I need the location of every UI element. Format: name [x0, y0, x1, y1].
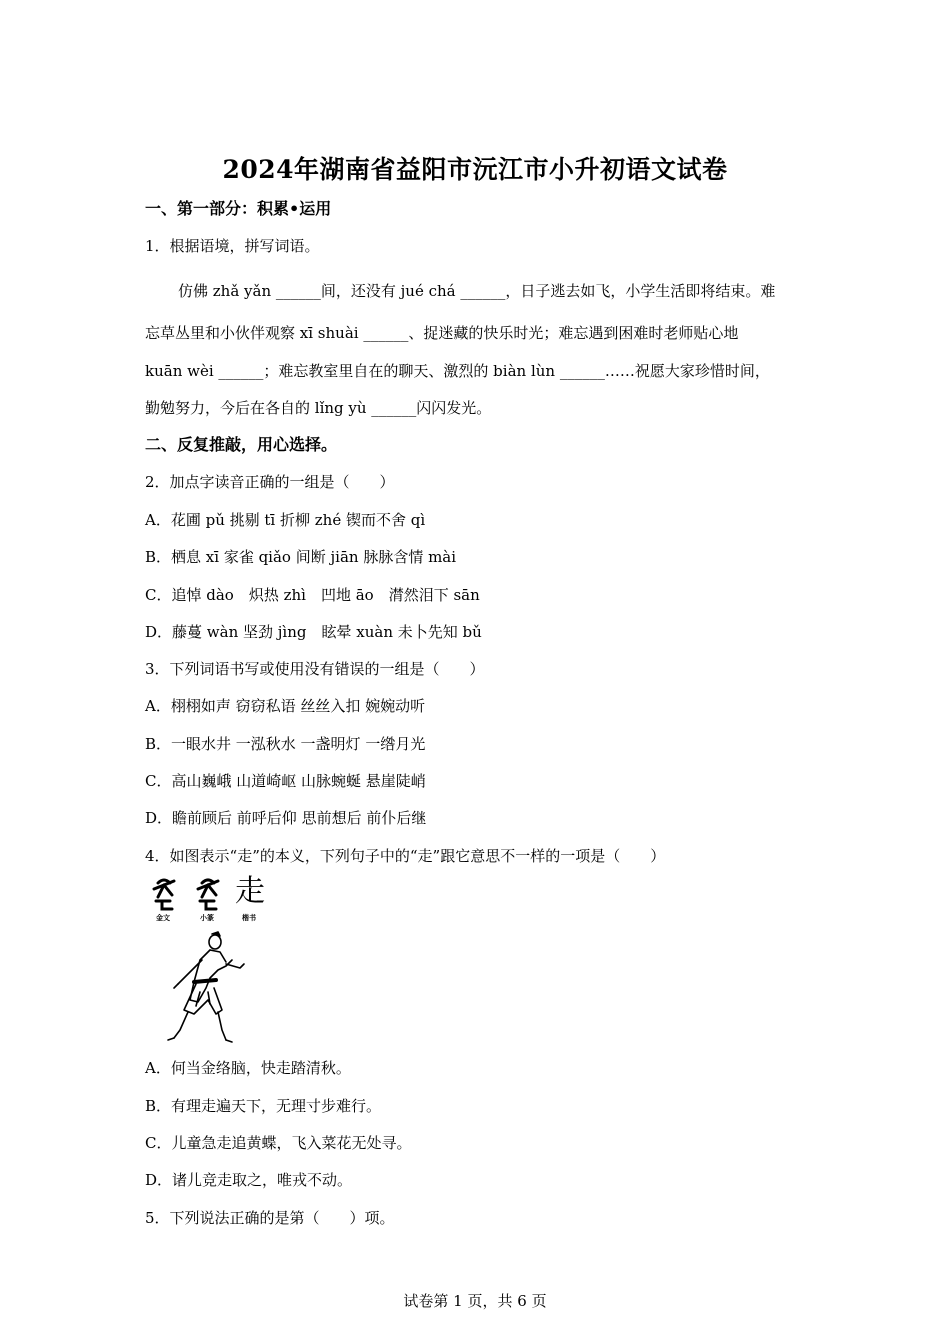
question-5-stem: 5．下列说法正确的是第（ ）项。: [145, 1209, 395, 1227]
question-3-option-a: A．栩栩如声 窃窃私语 丝丝入扣 婉婉动听: [145, 697, 426, 715]
question-2-option-d: D．藤蔓 wàn 坚劲 jìng 眩晕 xuàn 未卜先知 bǔ: [145, 623, 482, 641]
question-1-line-4: 勤勉努力，今后在各自的 lǐng yù ______闪闪发光。: [145, 399, 492, 417]
question-2-stem: 2．加点字读音正确的一组是（ ）: [145, 473, 395, 491]
question-4-option-c: C．儿童急走追黄蝶，飞入菜花无处寻。: [145, 1134, 412, 1152]
zou-character-figure: [150, 875, 280, 1050]
seal-script-glyph: [198, 880, 218, 909]
question-4-option-a: A．何当金络脑，快走踏清秋。: [145, 1059, 351, 1077]
walking-man-illustration: [160, 930, 250, 1050]
question-2-option-a: A．花圃 pǔ 挑剔 tī 折柳 zhé 锲而不舍 qì: [145, 511, 426, 529]
question-2-option-c: C．追悼 dào 炽热 zhì 凹地 āo 潸然泪下 sān: [145, 586, 480, 604]
page-footer: 试卷第 1 页，共 6 页: [403, 1292, 547, 1310]
question-1-line-2: 忘草丛里和小伙伴观察 xī shuài ______、捉迷藏的快乐时光；难忘遇到困难时老师贴心地: [145, 324, 739, 342]
question-4-option-d: D．诸儿竞走取之，唯戎不动。: [145, 1171, 353, 1189]
question-3-stem: 3．下列词语书写或使用没有错误的一组是（ ）: [145, 660, 485, 678]
section-heading-1: 一、第一部分：积累•运用: [145, 199, 332, 218]
question-3-option-b: B．一眼水井 一泓秋水 一盏明灯 一绺月光: [145, 735, 426, 753]
question-4-stem: 4．如图表示“走”的本义，下列句子中的“走”跟它意思不一样的一项是（ ）: [145, 847, 666, 865]
question-2-option-b: B．栖息 xī 家雀 qiǎo 间断 jiān 脉脉含情 mài: [145, 548, 457, 566]
question-3-option-c: C．高山巍峨 山道崎岖 山脉蜿蜒 悬崖陡峭: [145, 772, 426, 790]
question-1-line-1: 仿佛 zhǎ yǎn ______间，还没有 jué chá ______，日子逃去如飞，小学生活即将结束。难: [178, 282, 776, 300]
bronze-script-glyph: [154, 880, 174, 909]
glyph-label-xiaozhuan: 小篆: [200, 914, 214, 922]
section-heading-2: 二、反复推敲，用心选择。: [145, 435, 338, 454]
question-1-line-3: kuān wèi ______；难忘教室里自在的聊天、激烈的 biàn lùn ______……祝愿大家珍惜时间，: [145, 362, 770, 380]
glyph-label-kaishu: 楷书: [242, 914, 256, 922]
kaishu-glyph: 走: [235, 874, 265, 909]
question-4-option-b: B．有理走遍天下，无理寸步难行。: [145, 1097, 382, 1115]
question-1-stem: 1．根据语境，拼写词语。: [145, 237, 320, 255]
question-3-option-d: D．瞻前顾后 前呼后仰 思前想后 前仆后继: [145, 809, 427, 827]
page-title: 2024年湖南省益阳市沅江市小升初语文试卷: [222, 155, 728, 184]
glyph-label-jinwen: 金文: [156, 914, 170, 922]
